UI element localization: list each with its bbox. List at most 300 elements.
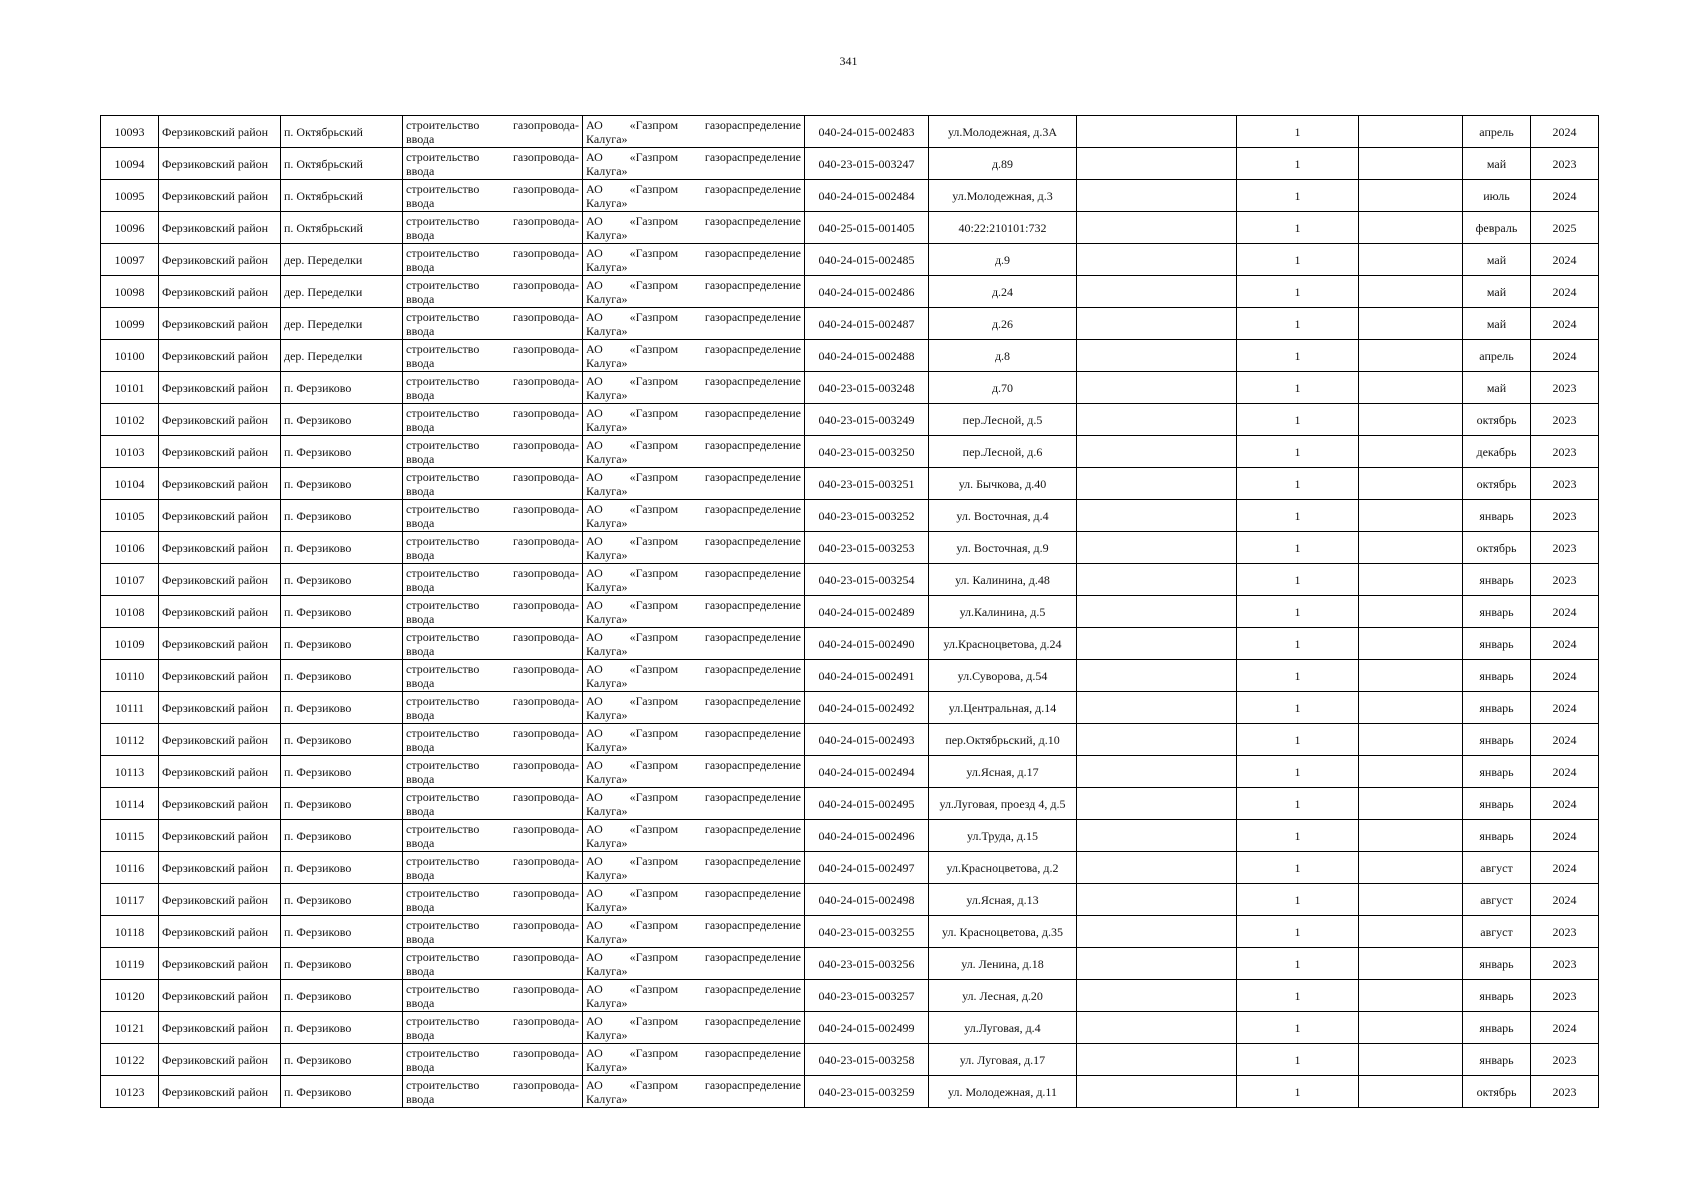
work-type-line-2: ввода: [406, 739, 435, 754]
row-number: 10104: [101, 468, 159, 500]
organization-line-2: Калуга»: [586, 483, 628, 498]
organization-line-1: АО «Газпром газораспределение: [586, 949, 801, 964]
organization-line-1: АО «Газпром газораспределение: [586, 565, 801, 580]
work-type-line-1: строительство газопровода-: [406, 181, 579, 196]
work-type-cell: [403, 980, 583, 1012]
application-code-cell: 040-23-015-003255: [805, 916, 929, 948]
table-row: [101, 564, 1599, 596]
year-cell: 2024: [1531, 1012, 1599, 1044]
work-type-line-2: ввода: [406, 643, 435, 658]
address-cell: пер.Октябрьский, д.10: [929, 724, 1077, 756]
work-type-line-2: ввода: [406, 771, 435, 786]
work-type-line-2: ввода: [406, 259, 435, 274]
organization-line-2: Калуга»: [586, 195, 628, 210]
month-cell: апрель: [1463, 340, 1531, 372]
district-cell: Ферзиковский район: [159, 244, 281, 276]
organization-line-2: Калуга»: [586, 131, 628, 146]
district-cell: Ферзиковский район: [159, 980, 281, 1012]
address-cell: ул.Молодежная, д.3: [929, 180, 1077, 212]
organization-cell: [583, 980, 805, 1012]
application-code-cell: 040-23-015-003257: [805, 980, 929, 1012]
organization-line-1: АО «Газпром газораспределение: [586, 437, 801, 452]
quantity-cell: 1: [1237, 116, 1359, 148]
district-cell: Ферзиковский район: [159, 820, 281, 852]
address-cell: ул.Суворова, д.54: [929, 660, 1077, 692]
settlement-cell: п. Ферзиково: [281, 820, 403, 852]
settlement-cell: п. Ферзиково: [281, 692, 403, 724]
work-type-line-1: строительство газопровода-: [406, 373, 579, 388]
year-cell: 2024: [1531, 628, 1599, 660]
work-type-line-1: строительство газопровода-: [406, 693, 579, 708]
work-type-line-2: ввода: [406, 1091, 435, 1106]
application-code-cell: 040-24-015-002488: [805, 340, 929, 372]
settlement-cell: п. Ферзиково: [281, 1012, 403, 1044]
empty-cell-2: [1359, 1076, 1463, 1108]
organization-line-2: Калуга»: [586, 515, 628, 530]
row-number: 10108: [101, 596, 159, 628]
page-number: 341: [839, 54, 858, 68]
organization-cell: [583, 1044, 805, 1076]
row-number: 10105: [101, 500, 159, 532]
work-type-line-2: ввода: [406, 835, 435, 850]
address-cell: ул. Восточная, д.9: [929, 532, 1077, 564]
organization-cell: [583, 308, 805, 340]
empty-cell-2: [1359, 212, 1463, 244]
work-type-cell: [403, 180, 583, 212]
work-type-cell: [403, 948, 583, 980]
organization-cell: [583, 340, 805, 372]
organization-cell: [583, 660, 805, 692]
row-number: 10120: [101, 980, 159, 1012]
work-type-line-1: строительство газопровода-: [406, 565, 579, 580]
settlement-cell: п. Ферзиково: [281, 436, 403, 468]
month-cell: октябрь: [1463, 404, 1531, 436]
year-cell: 2023: [1531, 436, 1599, 468]
work-type-line-2: ввода: [406, 1059, 435, 1074]
work-type-line-2: ввода: [406, 867, 435, 882]
district-cell: Ферзиковский район: [159, 116, 281, 148]
organization-cell: [583, 212, 805, 244]
month-cell: май: [1463, 148, 1531, 180]
application-code-cell: 040-23-015-003252: [805, 500, 929, 532]
settlement-cell: п. Ферзиково: [281, 628, 403, 660]
organization-line-1: АО «Газпром газораспределение: [586, 629, 801, 644]
settlement-cell: п. Ферзиково: [281, 500, 403, 532]
address-cell: ул. Восточная, д.4: [929, 500, 1077, 532]
table-row: [101, 884, 1599, 916]
work-type-line-2: ввода: [406, 291, 435, 306]
organization-cell: [583, 372, 805, 404]
address-cell: 40:22:210101:732: [929, 212, 1077, 244]
empty-cell-2: [1359, 180, 1463, 212]
empty-cell-1: [1077, 724, 1237, 756]
settlement-cell: п. Ферзиково: [281, 468, 403, 500]
district-cell: Ферзиковский район: [159, 1012, 281, 1044]
quantity-cell: 1: [1237, 340, 1359, 372]
work-type-line-1: строительство газопровода-: [406, 309, 579, 324]
table-row: [101, 404, 1599, 436]
district-cell: Ферзиковский район: [159, 532, 281, 564]
organization-line-1: АО «Газпром газораспределение: [586, 597, 801, 612]
row-number: 10103: [101, 436, 159, 468]
work-type-cell: [403, 596, 583, 628]
work-type-line-1: строительство газопровода-: [406, 757, 579, 772]
row-number: 10123: [101, 1076, 159, 1108]
work-type-cell: [403, 1044, 583, 1076]
month-cell: август: [1463, 884, 1531, 916]
organization-line-1: АО «Газпром газораспределение: [586, 885, 801, 900]
month-cell: май: [1463, 372, 1531, 404]
district-cell: Ферзиковский район: [159, 724, 281, 756]
work-type-line-1: строительство газопровода-: [406, 917, 579, 932]
table-row: [101, 276, 1599, 308]
table-body: [101, 116, 1599, 1108]
year-cell: 2023: [1531, 148, 1599, 180]
work-type-cell: [403, 532, 583, 564]
organization-line-2: Калуга»: [586, 835, 628, 850]
district-cell: Ферзиковский район: [159, 1076, 281, 1108]
quantity-cell: 1: [1237, 436, 1359, 468]
table-row: [101, 660, 1599, 692]
address-cell: ул. Ленина, д.18: [929, 948, 1077, 980]
table-row: [101, 756, 1599, 788]
month-cell: октябрь: [1463, 532, 1531, 564]
quantity-cell: 1: [1237, 404, 1359, 436]
work-type-line-2: ввода: [406, 483, 435, 498]
table-row: [101, 852, 1599, 884]
address-cell: ул. Лесная, д.20: [929, 980, 1077, 1012]
organization-line-1: АО «Газпром газораспределение: [586, 149, 801, 164]
organization-cell: [583, 820, 805, 852]
application-code-cell: 040-24-015-002491: [805, 660, 929, 692]
application-code-cell: 040-24-015-002498: [805, 884, 929, 916]
application-code-cell: 040-24-015-002483: [805, 116, 929, 148]
address-cell: д.24: [929, 276, 1077, 308]
quantity-cell: 1: [1237, 788, 1359, 820]
organization-line-2: Калуга»: [586, 643, 628, 658]
year-cell: 2023: [1531, 532, 1599, 564]
organization-line-2: Калуга»: [586, 707, 628, 722]
row-number: 10117: [101, 884, 159, 916]
quantity-cell: 1: [1237, 884, 1359, 916]
organization-line-2: Калуга»: [586, 867, 628, 882]
empty-cell-2: [1359, 244, 1463, 276]
application-code-cell: 040-24-015-002486: [805, 276, 929, 308]
organization-cell: [583, 500, 805, 532]
address-cell: ул. Калинина, д.48: [929, 564, 1077, 596]
work-type-line-1: строительство газопровода-: [406, 277, 579, 292]
organization-cell: [583, 788, 805, 820]
district-cell: Ферзиковский район: [159, 852, 281, 884]
district-cell: Ферзиковский район: [159, 404, 281, 436]
organization-cell: [583, 276, 805, 308]
district-cell: Ферзиковский район: [159, 756, 281, 788]
quantity-cell: 1: [1237, 148, 1359, 180]
table-row: [101, 1076, 1599, 1108]
quantity-cell: 1: [1237, 596, 1359, 628]
quantity-cell: 1: [1237, 692, 1359, 724]
work-type-cell: [403, 724, 583, 756]
address-cell: ул.Красноцветова, д.24: [929, 628, 1077, 660]
empty-cell-2: [1359, 980, 1463, 1012]
application-code-cell: 040-24-015-002484: [805, 180, 929, 212]
settlement-cell: п. Ферзиково: [281, 404, 403, 436]
organization-cell: [583, 244, 805, 276]
year-cell: 2024: [1531, 596, 1599, 628]
month-cell: февраль: [1463, 212, 1531, 244]
work-type-line-1: строительство газопровода-: [406, 1077, 579, 1092]
row-number: 10094: [101, 148, 159, 180]
empty-cell-2: [1359, 340, 1463, 372]
district-cell: Ферзиковский район: [159, 660, 281, 692]
empty-cell-1: [1077, 308, 1237, 340]
application-code-cell: 040-23-015-003254: [805, 564, 929, 596]
settlement-cell: п. Октябрьский: [281, 148, 403, 180]
organization-line-2: Калуга»: [586, 611, 628, 626]
work-type-line-1: строительство газопровода-: [406, 1013, 579, 1028]
table-row: [101, 116, 1599, 148]
year-cell: 2023: [1531, 948, 1599, 980]
organization-cell: [583, 436, 805, 468]
district-cell: Ферзиковский район: [159, 500, 281, 532]
application-code-cell: 040-23-015-003250: [805, 436, 929, 468]
work-type-line-2: ввода: [406, 899, 435, 914]
work-type-line-1: строительство газопровода-: [406, 597, 579, 612]
month-cell: январь: [1463, 756, 1531, 788]
district-cell: Ферзиковский район: [159, 948, 281, 980]
quantity-cell: 1: [1237, 820, 1359, 852]
work-type-line-2: ввода: [406, 931, 435, 946]
empty-cell-1: [1077, 500, 1237, 532]
work-type-line-1: строительство газопровода-: [406, 213, 579, 228]
empty-cell-1: [1077, 244, 1237, 276]
work-type-line-2: ввода: [406, 1027, 435, 1042]
organization-line-1: АО «Газпром газораспределение: [586, 533, 801, 548]
quantity-cell: 1: [1237, 660, 1359, 692]
application-code-cell: 040-24-015-002497: [805, 852, 929, 884]
empty-cell-2: [1359, 148, 1463, 180]
work-type-cell: [403, 308, 583, 340]
work-type-line-2: ввода: [406, 451, 435, 466]
quantity-cell: 1: [1237, 1076, 1359, 1108]
row-number: 10122: [101, 1044, 159, 1076]
work-type-cell: [403, 212, 583, 244]
row-number: 10110: [101, 660, 159, 692]
year-cell: 2023: [1531, 1076, 1599, 1108]
application-code-cell: 040-25-015-001405: [805, 212, 929, 244]
settlement-cell: п. Октябрьский: [281, 116, 403, 148]
row-number: 10107: [101, 564, 159, 596]
month-cell: январь: [1463, 788, 1531, 820]
organization-line-1: АО «Газпром газораспределение: [586, 725, 801, 740]
work-type-line-1: строительство газопровода-: [406, 501, 579, 516]
empty-cell-2: [1359, 276, 1463, 308]
application-code-cell: 040-24-015-002489: [805, 596, 929, 628]
table-row: [101, 532, 1599, 564]
row-number: 10095: [101, 180, 159, 212]
organization-cell: [583, 692, 805, 724]
settlement-cell: п. Ферзиково: [281, 756, 403, 788]
month-cell: май: [1463, 276, 1531, 308]
organization-cell: [583, 532, 805, 564]
work-type-cell: [403, 116, 583, 148]
address-cell: ул.Луговая, проезд 4, д.5: [929, 788, 1077, 820]
organization-line-2: Калуга»: [586, 579, 628, 594]
year-cell: 2023: [1531, 500, 1599, 532]
table-row: [101, 436, 1599, 468]
address-cell: пер.Лесной, д.6: [929, 436, 1077, 468]
organization-line-2: Калуга»: [586, 227, 628, 242]
work-type-cell: [403, 788, 583, 820]
table-row: [101, 148, 1599, 180]
work-type-cell: [403, 564, 583, 596]
work-type-line-2: ввода: [406, 419, 435, 434]
organization-cell: [583, 596, 805, 628]
work-type-line-1: строительство газопровода-: [406, 149, 579, 164]
settlement-cell: п. Ферзиково: [281, 596, 403, 628]
row-number: 10098: [101, 276, 159, 308]
settlement-cell: п. Ферзиково: [281, 564, 403, 596]
quantity-cell: 1: [1237, 276, 1359, 308]
work-type-line-2: ввода: [406, 387, 435, 402]
application-code-cell: 040-23-015-003251: [805, 468, 929, 500]
year-cell: 2023: [1531, 404, 1599, 436]
work-type-line-1: строительство газопровода-: [406, 949, 579, 964]
address-cell: ул.Труда, д.15: [929, 820, 1077, 852]
organization-cell: [583, 724, 805, 756]
application-code-cell: 040-24-015-002494: [805, 756, 929, 788]
application-code-cell: 040-23-015-003259: [805, 1076, 929, 1108]
organization-cell: [583, 852, 805, 884]
application-code-cell: 040-23-015-003249: [805, 404, 929, 436]
work-type-line-2: ввода: [406, 355, 435, 370]
year-cell: 2023: [1531, 372, 1599, 404]
settlement-cell: п. Ферзиково: [281, 948, 403, 980]
district-cell: Ферзиковский район: [159, 436, 281, 468]
month-cell: декабрь: [1463, 436, 1531, 468]
address-cell: ул.Центральная, д.14: [929, 692, 1077, 724]
district-cell: Ферзиковский район: [159, 564, 281, 596]
quantity-cell: 1: [1237, 948, 1359, 980]
empty-cell-1: [1077, 436, 1237, 468]
organization-cell: [583, 628, 805, 660]
year-cell: 2023: [1531, 564, 1599, 596]
year-cell: 2024: [1531, 788, 1599, 820]
quantity-cell: 1: [1237, 852, 1359, 884]
organization-line-2: Калуга»: [586, 547, 628, 562]
table-row: [101, 788, 1599, 820]
month-cell: январь: [1463, 1044, 1531, 1076]
row-number: 10101: [101, 372, 159, 404]
year-cell: 2024: [1531, 276, 1599, 308]
empty-cell-2: [1359, 724, 1463, 756]
organization-line-1: АО «Газпром газораспределение: [586, 981, 801, 996]
work-type-line-1: строительство газопровода-: [406, 789, 579, 804]
settlement-cell: п. Ферзиково: [281, 788, 403, 820]
work-type-line-1: строительство газопровода-: [406, 853, 579, 868]
work-type-line-1: строительство газопровода-: [406, 533, 579, 548]
organization-line-2: Калуга»: [586, 1027, 628, 1042]
work-type-cell: [403, 468, 583, 500]
year-cell: 2024: [1531, 884, 1599, 916]
month-cell: январь: [1463, 1012, 1531, 1044]
quantity-cell: 1: [1237, 180, 1359, 212]
row-number: 10099: [101, 308, 159, 340]
quantity-cell: 1: [1237, 244, 1359, 276]
row-number: 10100: [101, 340, 159, 372]
organization-line-1: АО «Газпром газораспределение: [586, 1013, 801, 1028]
table-row: [101, 372, 1599, 404]
settlement-cell: п. Ферзиково: [281, 532, 403, 564]
organization-line-1: АО «Газпром газораспределение: [586, 1077, 801, 1092]
application-code-cell: 040-24-015-002492: [805, 692, 929, 724]
address-cell: ул. Красноцветова, д.35: [929, 916, 1077, 948]
settlement-cell: дер. Переделки: [281, 308, 403, 340]
month-cell: октябрь: [1463, 468, 1531, 500]
organization-cell: [583, 404, 805, 436]
quantity-cell: 1: [1237, 212, 1359, 244]
table-row: [101, 628, 1599, 660]
empty-cell-1: [1077, 340, 1237, 372]
district-cell: Ферзиковский район: [159, 276, 281, 308]
work-type-cell: [403, 628, 583, 660]
organization-line-1: АО «Газпром газораспределение: [586, 277, 801, 292]
year-cell: 2024: [1531, 692, 1599, 724]
work-type-line-2: ввода: [406, 995, 435, 1010]
table-row: [101, 980, 1599, 1012]
organization-line-2: Калуга»: [586, 963, 628, 978]
organization-line-1: АО «Газпром газораспределение: [586, 405, 801, 420]
year-cell: 2024: [1531, 724, 1599, 756]
quantity-cell: 1: [1237, 1012, 1359, 1044]
work-type-line-1: строительство газопровода-: [406, 885, 579, 900]
table-row: [101, 212, 1599, 244]
organization-line-2: Калуга»: [586, 355, 628, 370]
month-cell: июль: [1463, 180, 1531, 212]
organization-line-2: Калуга»: [586, 995, 628, 1010]
table-row: [101, 500, 1599, 532]
empty-cell-2: [1359, 948, 1463, 980]
application-code-cell: 040-24-015-002499: [805, 1012, 929, 1044]
table-row: [101, 820, 1599, 852]
work-type-cell: [403, 1012, 583, 1044]
month-cell: май: [1463, 308, 1531, 340]
empty-cell-2: [1359, 116, 1463, 148]
organization-line-1: АО «Газпром газораспределение: [586, 309, 801, 324]
organization-line-1: АО «Газпром газораспределение: [586, 661, 801, 676]
gas-connection-table: [100, 115, 1599, 1108]
empty-cell-1: [1077, 116, 1237, 148]
district-cell: Ферзиковский район: [159, 596, 281, 628]
quantity-cell: 1: [1237, 1044, 1359, 1076]
work-type-line-1: строительство газопровода-: [406, 117, 579, 132]
district-cell: Ферзиковский район: [159, 180, 281, 212]
year-cell: 2023: [1531, 1044, 1599, 1076]
year-cell: 2023: [1531, 468, 1599, 500]
work-type-line-1: строительство газопровода-: [406, 469, 579, 484]
empty-cell-2: [1359, 788, 1463, 820]
empty-cell-2: [1359, 372, 1463, 404]
settlement-cell: дер. Переделки: [281, 276, 403, 308]
quantity-cell: 1: [1237, 756, 1359, 788]
row-number: 10102: [101, 404, 159, 436]
organization-line-1: АО «Газпром газораспределение: [586, 469, 801, 484]
year-cell: 2024: [1531, 820, 1599, 852]
month-cell: май: [1463, 244, 1531, 276]
work-type-cell: [403, 244, 583, 276]
organization-line-1: АО «Газпром газораспределение: [586, 373, 801, 388]
empty-cell-2: [1359, 852, 1463, 884]
